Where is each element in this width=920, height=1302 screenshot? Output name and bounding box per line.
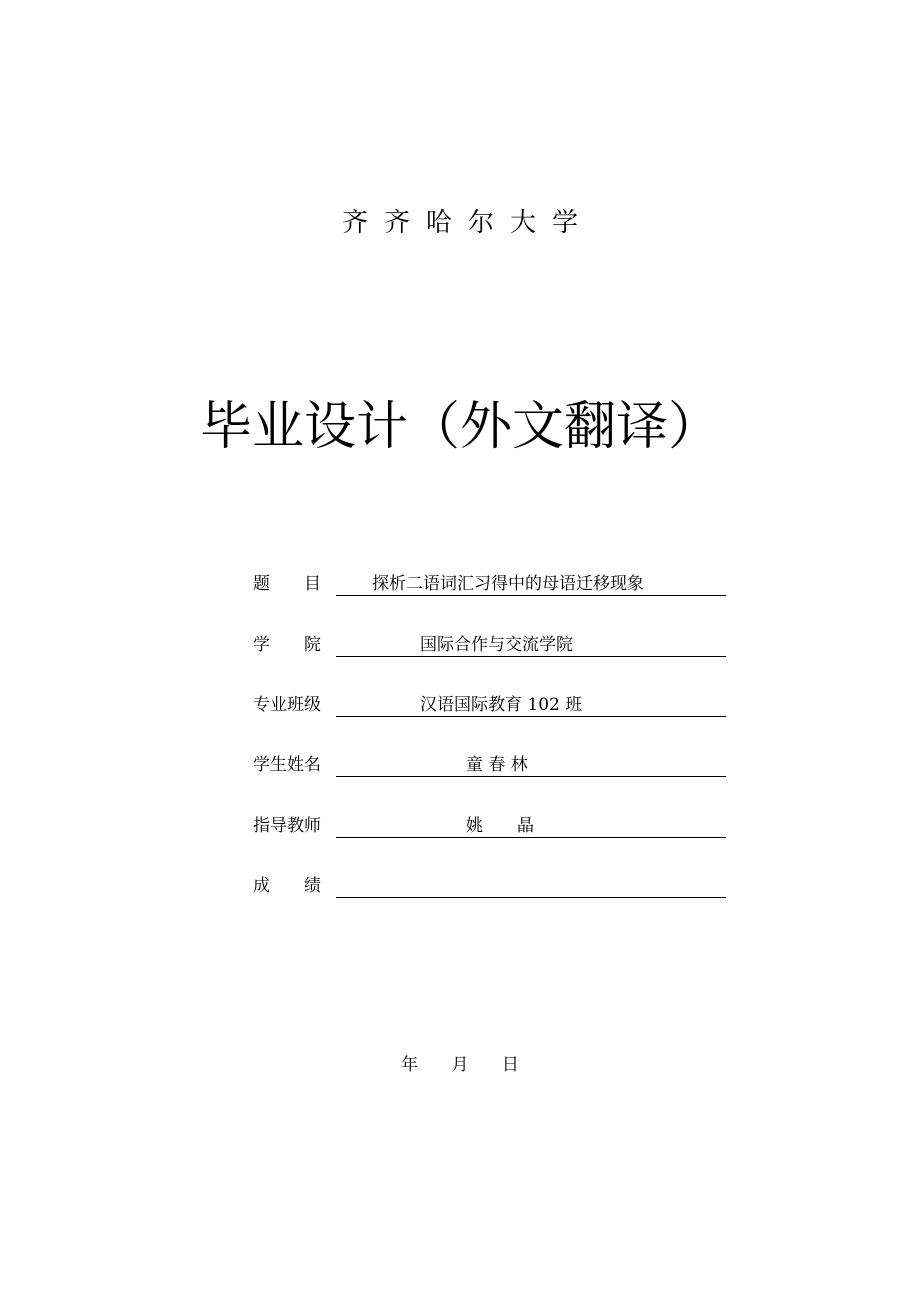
field-label: 学 院 — [253, 635, 321, 655]
university-name: 齐齐哈尔大学 — [341, 208, 594, 238]
field-underline — [336, 571, 726, 596]
field-label: 学生姓名 — [253, 755, 321, 775]
field-value: 姚 晶 — [466, 816, 534, 836]
field-label: 指导教师 — [253, 816, 321, 836]
field-class — [253, 692, 726, 718]
date-line — [0, 1052, 920, 1078]
field-student-name — [253, 752, 726, 778]
document-title: 毕业设计（外文翻译） — [199, 397, 720, 457]
field-label: 专业班级 — [253, 695, 321, 715]
date-year-label: 年 — [401, 1055, 419, 1075]
date-month-label: 月 — [451, 1055, 469, 1075]
field-value: 汉语国际教育 102 班 — [420, 695, 583, 715]
field-grade — [253, 873, 726, 899]
field-underline — [336, 873, 726, 898]
date-day-label: 日 — [501, 1055, 519, 1075]
field-advisor — [253, 813, 726, 839]
field-underline — [336, 752, 726, 777]
field-value: 国际合作与交流学院 — [420, 635, 573, 655]
field-college — [253, 632, 726, 658]
field-label: 题 目 — [253, 574, 321, 594]
field-underline — [336, 692, 726, 717]
field-label: 成 绩 — [253, 876, 321, 896]
field-underline — [336, 632, 726, 657]
field-value: 探析二语词汇习得中的母语迁移现象 — [372, 574, 644, 594]
field-underline — [336, 813, 726, 838]
field-topic — [253, 571, 726, 597]
field-value: 童 春 林 — [466, 755, 528, 775]
